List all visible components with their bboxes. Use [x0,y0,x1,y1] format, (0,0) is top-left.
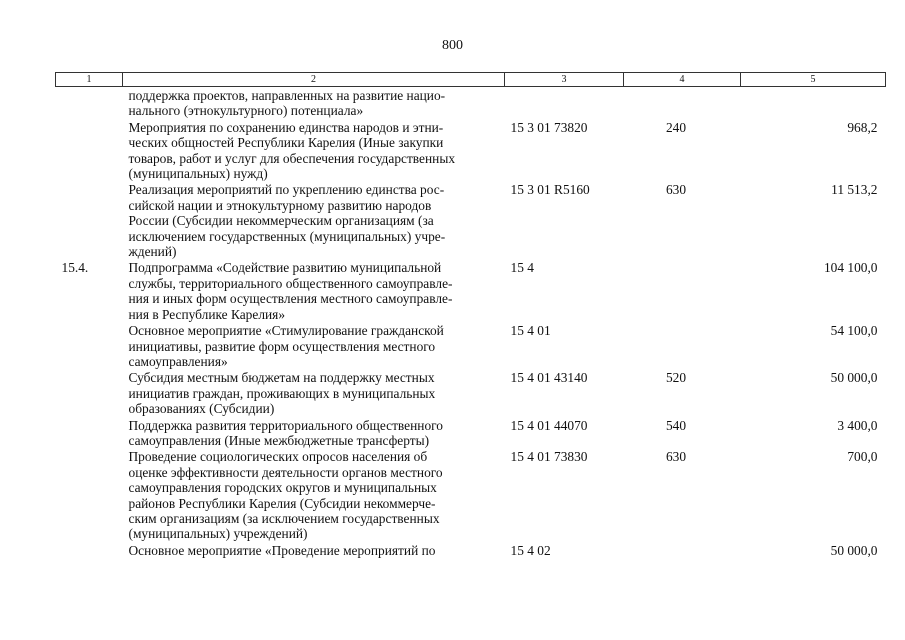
row-name-line: ским организациям (за исключением государственных [128,510,440,526]
row-expense-type [624,543,741,559]
row-name-line: самоуправления» [128,353,228,369]
row-name-line: Подпрограмма «Содействие развитию муниципальной [128,260,442,276]
table-row [56,182,886,260]
row-name-line: Основное мероприятие «Стимулирование гражданской [128,323,444,339]
row-name-line: самоуправления (Иные межбюджетные трансферты) [128,432,430,448]
row-name-line: России (Субсидии некоммерческим организациям (за [128,213,434,229]
row-code: 15 4 01 44070 [510,417,588,433]
row-name-line: Поддержка развития территориального общественного [128,417,443,433]
table-row [56,87,886,120]
row-amount: 700,0 [847,449,878,465]
row-name-line: ния и иных форм осуществления местного самоуправле- [128,291,453,307]
row-code [505,87,624,120]
page-number: 800 [442,38,463,53]
row-name-line: Мероприятия по сохранению единства народов и этни- [128,119,444,135]
row-name-line: Основное мероприятие «Проведение мероприятий по [128,542,436,558]
table-body [56,87,886,560]
row-code: 15 4 [510,260,534,276]
row-amount: 54 100,0 [830,323,878,339]
row-expense-type [624,323,741,370]
row-amount: 104 100,0 [823,260,878,276]
column-header-5: 5 [741,73,886,87]
row-name [123,543,505,559]
row-name-line: оценке эффективности деятельности органов местного [128,464,443,480]
row-name [123,449,505,542]
row-expense-type: 630 [665,449,687,465]
row-amount: 50 000,0 [830,370,878,386]
row-number [56,87,123,120]
row-code: 15 4 02 [510,542,551,558]
table-row [56,449,886,542]
row-code: 15 4 01 43140 [510,370,588,386]
row-expense-type [624,87,741,120]
row-number [56,543,123,559]
row-name-line: ния в Республике Карелия» [128,306,286,322]
row-name-line: ческих общностей Республики Карелия (Иные закупки [128,135,444,151]
row-name-line: товаров, работ и услуг для обеспечения государственных [128,150,456,166]
row-expense-type: 520 [665,370,687,386]
row-number [56,418,123,450]
table-row [56,323,886,370]
row-number: 15.4. [61,260,89,276]
table-row [56,418,886,450]
row-name-line: сийской нации и этнокультурному развитию народов [128,197,432,213]
row-name-line: Реализация мероприятий по укреплению единства рос- [128,182,445,198]
row-amount: 968,2 [847,119,878,135]
row-name [123,323,505,370]
row-name-line: инициатив граждан, проживающих в муниципальных [128,385,436,401]
row-code: 15 4 01 73830 [510,449,588,465]
row-name-line: Проведение социологических опросов населения об [128,449,428,465]
row-expense-type [624,260,741,323]
table-row [56,370,886,417]
row-code: 15 3 01 73820 [510,119,588,135]
row-expense-type: 540 [665,417,687,433]
row-name-line: районов Республики Карелия (Субсидии некоммерче- [128,495,436,511]
row-amount: 3 400,0 [837,417,878,433]
row-name-line: инициативы, развитие форм осуществления местного [128,338,436,354]
row-amount: 50 000,0 [830,542,878,558]
row-amount: 11 513,2 [831,182,878,198]
row-name [123,260,505,323]
table-row [56,120,886,183]
header-row [56,73,886,87]
row-code: 15 3 01 R5160 [510,182,590,198]
column-header-4: 4 [624,73,741,87]
row-name-line: службы, территориального общественного самоуправле- [128,275,453,291]
row-name-line: (муниципальных) нужд) [128,166,268,182]
column-header-2: 2 [123,73,505,87]
row-name-line: исключением государственных (муниципальных) учре- [128,228,446,244]
row-name-line: нального (этнокультурного) потенциала» [128,103,364,119]
column-header-3: 3 [505,73,624,87]
row-name-line: ждений) [128,244,177,260]
budget-table [55,72,886,559]
row-name [123,418,505,450]
row-name-line: поддержка проектов, направленных на развитие нацио- [128,88,446,103]
row-name [123,87,505,120]
row-name [123,120,505,183]
table-header [56,73,886,87]
table-row [56,543,886,559]
table-row [56,260,886,323]
row-name [123,182,505,260]
row-number [56,120,123,183]
column-header-1: 1 [56,73,123,87]
row-name-line: Субсидия местным бюджетам на поддержку местных [128,370,435,386]
row-number [56,449,123,542]
row-amount [741,87,886,120]
row-name-line: (муниципальных) учреждений) [128,526,308,542]
row-code: 15 4 01 [510,323,551,339]
row-name [123,370,505,417]
row-number [56,370,123,417]
row-name-line: образованиях (Субсидии) [128,401,275,417]
row-expense-type: 630 [665,182,687,198]
row-name-line: самоуправления городских округов и муниципальных [128,480,437,496]
row-expense-type: 240 [665,119,687,135]
row-number [56,323,123,370]
row-number [56,182,123,260]
